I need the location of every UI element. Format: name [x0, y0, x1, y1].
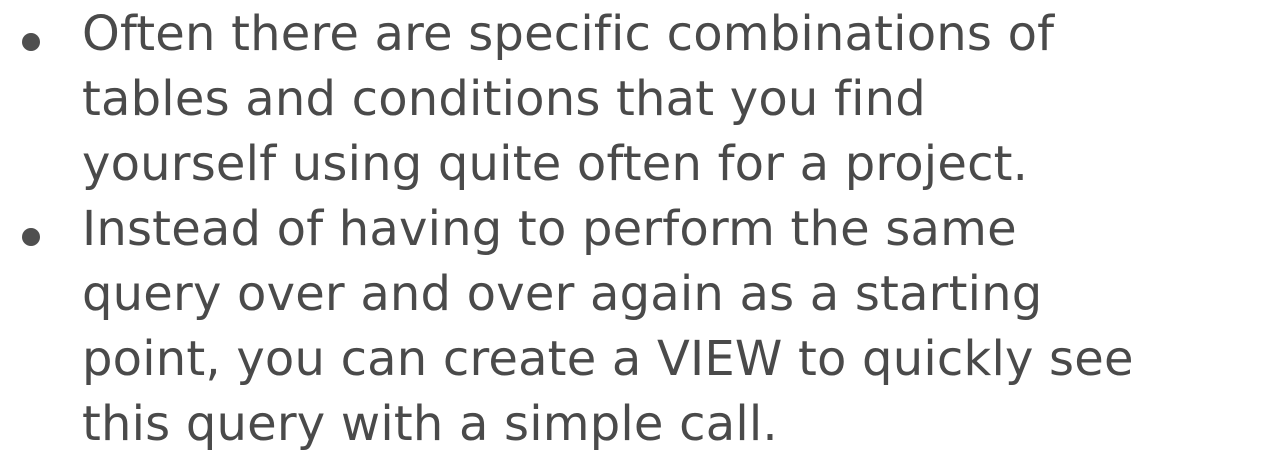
bullet-item-2 [0, 197, 1274, 457]
bullet-2-line-2: query over and over again as a starting [82, 266, 1043, 322]
bullet-2-line-4: this query with a simple call. [82, 396, 778, 452]
bullet-2-line-3: point, you can create a VIEW to quickly see [82, 331, 1134, 387]
bullet-1-line-3: yourself using quite often for a project. [82, 136, 1029, 192]
bullet-dot-icon [22, 33, 40, 51]
bullet-2-line-1: Instead of having to perform the same [82, 201, 1017, 257]
bullet-1-line-1: Often there are specific combinations of [82, 6, 1055, 62]
bullet-1-line-2: tables and conditions that you find [82, 71, 926, 127]
bullet-item-1 [0, 2, 1274, 197]
bullet-dot-icon [22, 228, 40, 246]
